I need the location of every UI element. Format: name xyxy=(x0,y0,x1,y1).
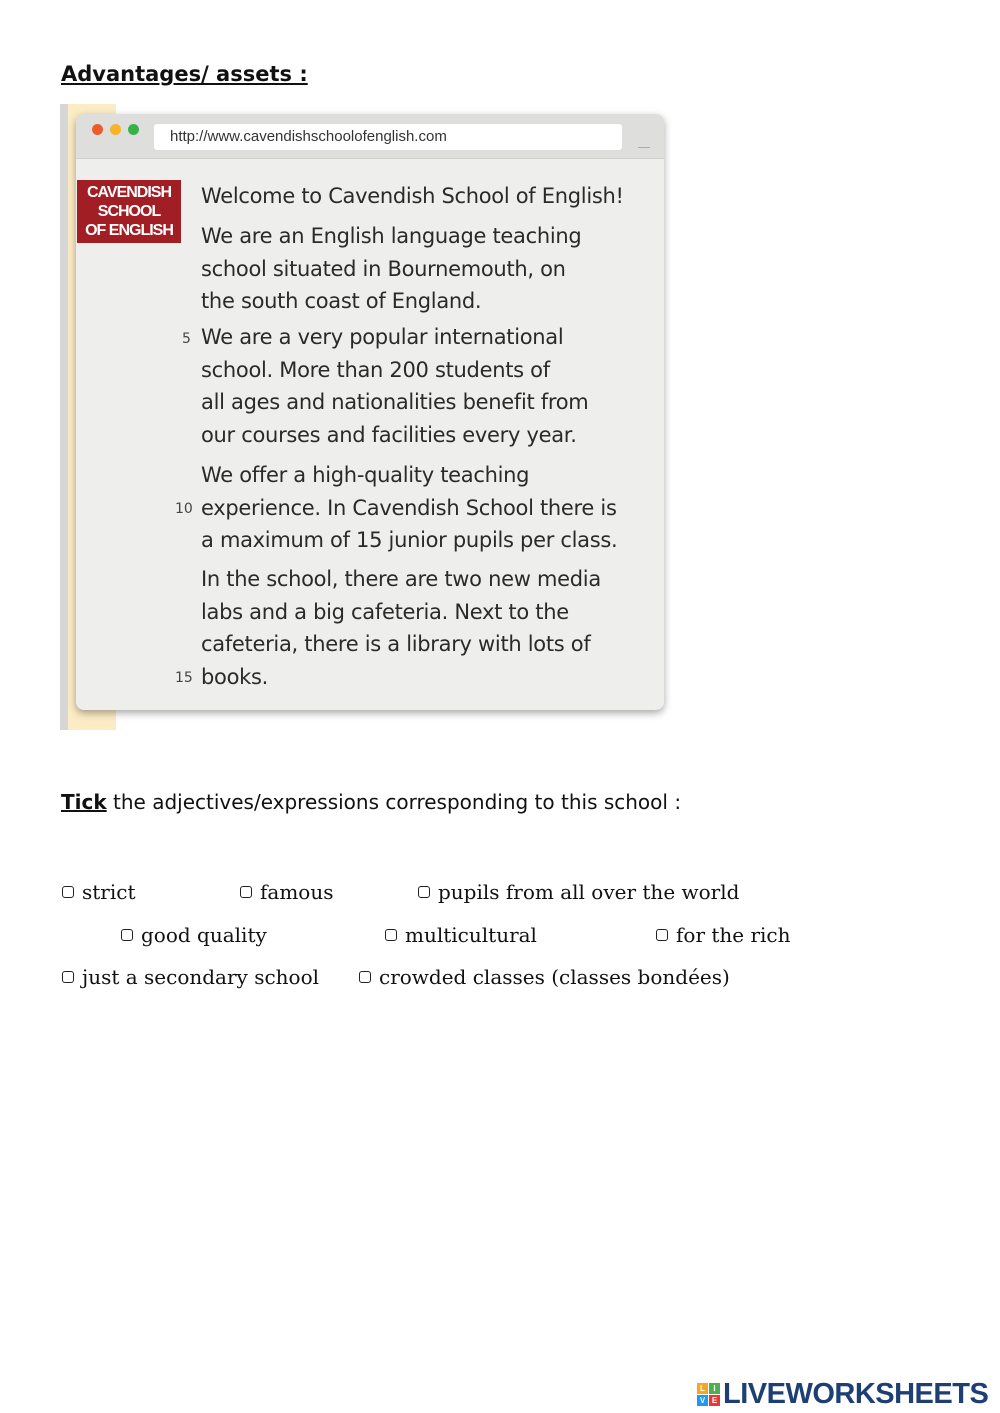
option-famous[interactable] xyxy=(240,880,333,904)
option-multicultural[interactable] xyxy=(385,923,537,947)
option-secondary-school[interactable] xyxy=(62,965,319,989)
close-dot-icon xyxy=(92,124,103,135)
checkbox-icon[interactable] xyxy=(418,886,430,898)
logo-square: I xyxy=(709,1383,720,1394)
section-heading: Advantages/ assets : xyxy=(61,62,308,86)
checkbox-icon[interactable] xyxy=(240,886,252,898)
logo-square: L xyxy=(697,1383,708,1394)
logo-square: V xyxy=(697,1395,708,1406)
instruction-text xyxy=(61,790,681,814)
liveworksheets-logo xyxy=(697,1378,988,1410)
instruction-rest: the adjectives/expressions corresponding to this school : xyxy=(106,790,682,814)
option-label: crowded classes (classes bondées) xyxy=(379,965,730,989)
paragraph-teaching: We offer a high-quality teaching experience. In Cavendish School there is a maximum of 15 junior pupils per class. xyxy=(201,463,618,552)
checkbox-icon[interactable] xyxy=(121,929,133,941)
address-bar: http://www.cavendishschoolofenglish.com xyxy=(154,124,622,150)
paragraph-welcome: Welcome to Cavendish School of English! xyxy=(201,184,624,208)
paragraph-facilities: In the school, there are two new media labs and a big cafeteria. Next to the cafeteria, there is a library with lots of books. xyxy=(201,567,601,689)
logo-line-1: CAVENDISH xyxy=(86,184,172,201)
option-label: for the rich xyxy=(676,923,791,947)
option-label: good quality xyxy=(141,923,267,947)
option-label: strict xyxy=(82,880,136,904)
window-minimize-icon xyxy=(638,147,650,148)
option-good-quality[interactable] xyxy=(121,923,267,947)
option-for-the-rich[interactable] xyxy=(656,923,791,947)
option-strict[interactable] xyxy=(62,880,136,904)
option-label: pupils from all over the world xyxy=(438,880,740,904)
school-logo xyxy=(77,180,181,243)
line-number: 15 xyxy=(175,670,193,686)
option-pupils-from-all-over[interactable] xyxy=(418,880,739,904)
option-label: multicultural xyxy=(405,923,537,947)
logo-line-3: OF ENGLISH xyxy=(85,222,173,239)
minimize-dot-icon xyxy=(110,124,121,135)
brand-name: LIVEWORKSHEETS xyxy=(723,1377,989,1410)
paragraph-location: We are an English language teaching school situated in Bournemouth, on the south coast of England. xyxy=(201,224,582,313)
checkbox-icon[interactable] xyxy=(656,929,668,941)
browser-window-image xyxy=(76,114,664,710)
option-label: just a secondary school xyxy=(82,965,320,989)
line-number: 5 xyxy=(182,331,191,347)
browser-title-bar xyxy=(76,114,664,159)
checkbox-icon[interactable] xyxy=(62,971,74,983)
line-number: 10 xyxy=(175,501,193,517)
checkbox-icon[interactable] xyxy=(359,971,371,983)
instruction-tick-word: Tick xyxy=(61,790,107,814)
liveworksheets-icon xyxy=(697,1383,720,1406)
checkbox-icon[interactable] xyxy=(62,886,74,898)
maximize-dot-icon xyxy=(128,124,139,135)
logo-square: E xyxy=(709,1395,720,1406)
logo-line-2: SCHOOL xyxy=(97,203,161,220)
paper-strip-grey xyxy=(60,104,68,730)
checkbox-icon[interactable] xyxy=(385,929,397,941)
paragraph-popularity: We are a very popular international school. More than 200 students of all ages and nationalities benefit from our courses and facilities every year. xyxy=(201,325,589,447)
option-crowded-classes[interactable] xyxy=(359,965,730,989)
option-label: famous xyxy=(260,880,334,904)
